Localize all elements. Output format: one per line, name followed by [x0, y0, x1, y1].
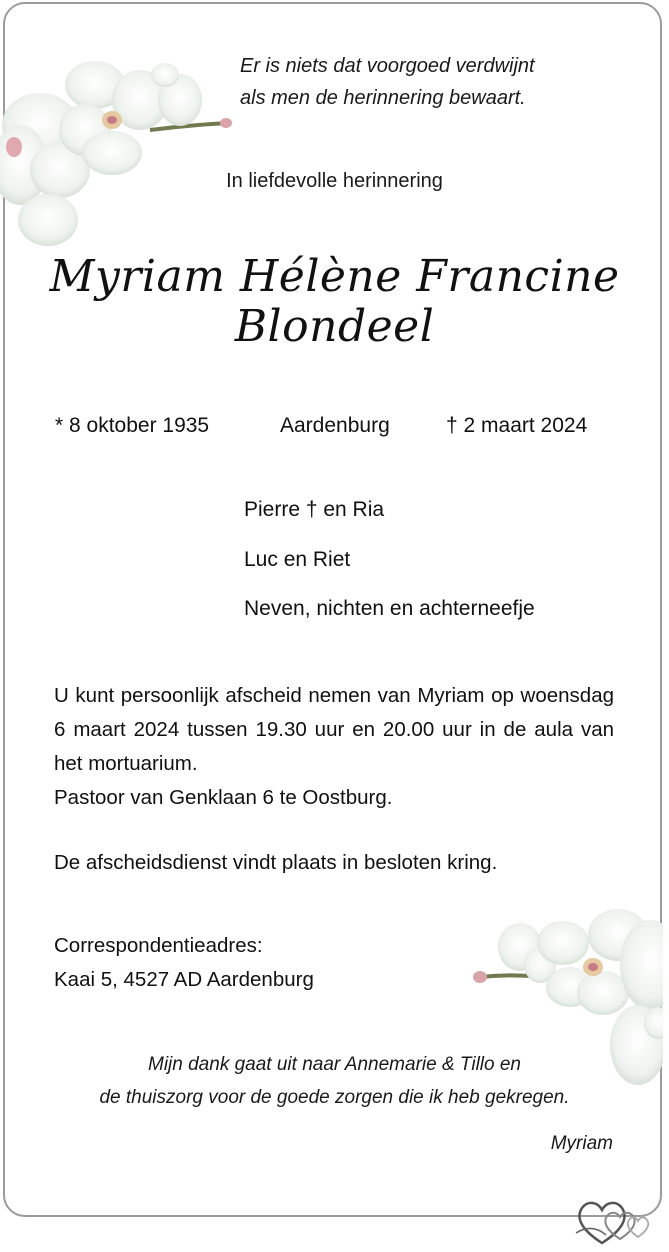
- birth-date: * 8 oktober 1935: [55, 414, 210, 437]
- intro-text: In liefdevolle herinnering: [226, 170, 443, 192]
- motto-line-2: als men de herinnering bewaart.: [240, 87, 526, 109]
- farewell-address: Pastoor van Genklaan 6 te Oostburg.: [54, 786, 393, 809]
- family-member: Pierre † en Ria: [244, 498, 385, 521]
- place: Aardenburg: [280, 414, 390, 437]
- motto-quote: [240, 50, 620, 114]
- orchid-flowers-decoration: [0, 55, 240, 255]
- thanks-note: [0, 1048, 669, 1114]
- name-line-2: Blondeel: [234, 301, 435, 352]
- family-member: Luc en Riet: [244, 548, 351, 571]
- hearts-logo-icon: [572, 1193, 662, 1251]
- death-date: † 2 maart 2024: [446, 414, 588, 437]
- signature: Myriam: [550, 1133, 613, 1154]
- farewell-info: [54, 679, 614, 815]
- thanks-line-2: de thuiszorg voor de goede zorgen die ik heb gekregen.: [99, 1087, 570, 1108]
- family-member: Neven, nichten en achterneefje: [244, 597, 535, 620]
- correspondence-address: Kaai 5, 4527 AD Aardenburg: [54, 968, 314, 991]
- deceased-name: [0, 252, 669, 352]
- service-info: De afscheidsdienst vindt plaats in besloten kring.: [54, 851, 498, 874]
- thanks-line-1: Mijn dank gaat uit naar Annemarie & Tillo en: [148, 1054, 521, 1075]
- farewell-paragraph: U kunt persoonlijk afscheid nemen van Myriam op woensdag 6 maart 2024 tussen 19.30 uur en 20.00 uur in de aula van het mortuarium.: [54, 684, 614, 775]
- name-line-1: Myriam Hélène Francine: [49, 251, 620, 302]
- motto-line-1: Er is niets dat voorgoed verdwijnt: [240, 55, 535, 77]
- correspondence-label: Correspondentieadres:: [54, 934, 263, 957]
